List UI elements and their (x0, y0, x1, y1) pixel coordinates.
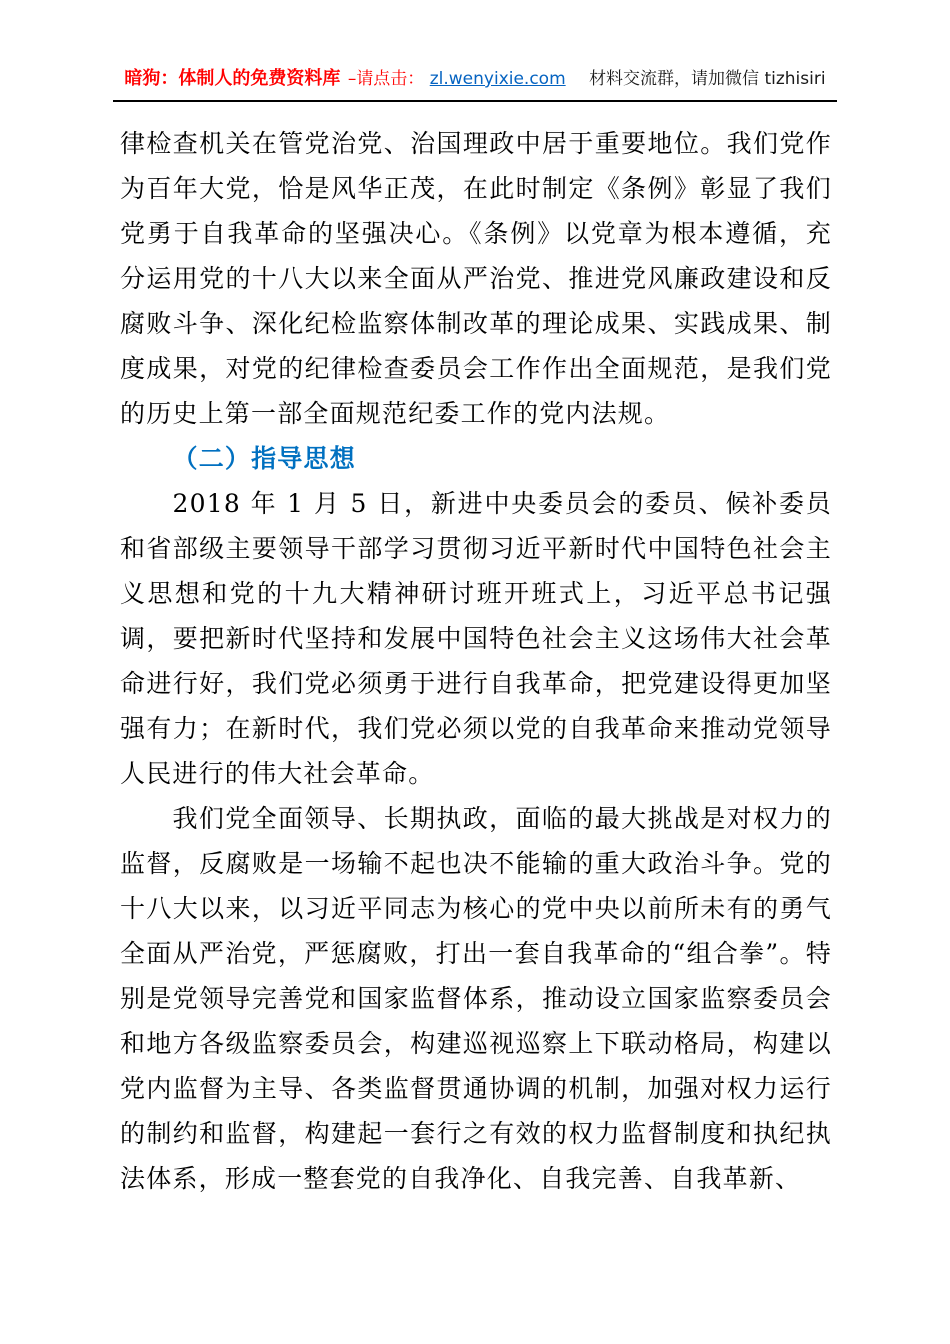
header-click-prefix: –请点击： (347, 69, 425, 89)
header-brand-text: 暗狗：体制人的免费资料库 (124, 68, 341, 89)
document-body (120, 121, 832, 1201)
page-header (110, 66, 840, 92)
header-divider (113, 100, 837, 102)
paragraph-guiding-thought-1: 2018 年 1 月 5 日，新进中央委员会的委员、候补委员和省部级主要领导干部学习贯彻习近平新时代中国特色社会主义思想和党的十九大精神研讨班开班式上，习近平总书记强调，要把新时代坚持和发展中国特色社会主义这场伟大社会革命进行好，我们党必须勇于进行自我革命，把党建设得更加坚强有力；在新时代，我们党必须以党的自我革命来推动党领导人民进行的伟大社会革命。 (120, 489, 832, 788)
paragraph-guiding-thought-2: 我们党全面领导、长期执政，面临的最大挑战是对权力的监督，反腐败是一场输不起也决不能输的重大政治斗争。党的十八大以来，以习近平同志为核心的党中央以前所未有的勇气全面从严治党，严惩腐败，打出一套自我革命的“组合拳”。特别是党领导完善党和国家监督体系，推动设立国家监察委员会和地方各级监察委员会，构建巡视巡察上下联动格局，构建以党内监督为主导、各类监督贯通协调的机制，加强对权力运行的制约和监督，构建起一套行之有效的权力监督制度和执纪执法体系，形成一整套党的自我净化、自我完善、自我革新、 (120, 804, 832, 1193)
header-website-link[interactable]: zl.wenyixie.com (429, 69, 566, 89)
section-heading: （二）指导思想 (172, 444, 356, 473)
paragraph-continuation: 律检查机关在管党治党、治国理政中居于重要地位。我们党作为百年大党，恰是风华正茂，在此时制定《条例》彰显了我们党勇于自我革命的坚强决心。《条例》以党章为根本遵循，充分运用党的十八大以来全面从严治党、推进党风廉政建设和反腐败斗争、深化纪检监察体制改革的理论成果、实践成果、制度成果，对党的纪律检查委员会工作作出全面规范，是我们党的历史上第一部全面规范纪委工作的党内法规。 (120, 129, 832, 428)
header-contact-text: 材料交流群，请加微信 tizhisiri (589, 69, 826, 89)
